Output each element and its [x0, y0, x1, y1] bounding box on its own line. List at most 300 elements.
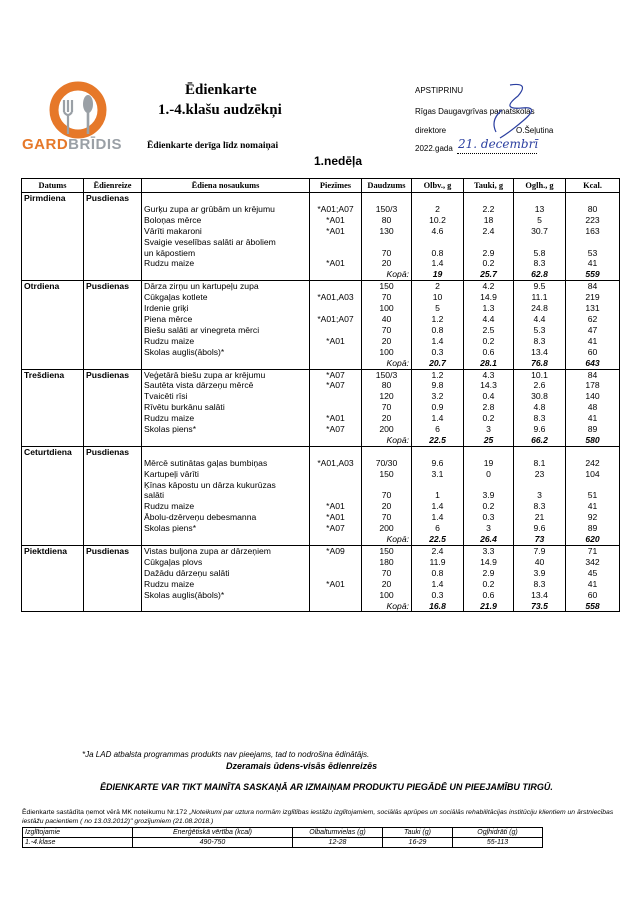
dish-carbs: 5.8	[514, 248, 566, 259]
dish-note	[310, 402, 362, 413]
table-row	[22, 523, 620, 534]
dish-fat: 18	[464, 215, 514, 226]
table-row	[22, 380, 620, 391]
brand-name: GARDBRĪDIS	[22, 136, 123, 153]
dish-quantity: 150	[362, 546, 412, 557]
header-dish: Ēdiena nosaukums	[142, 179, 310, 193]
dish-name: Skolas auglis(ābols)*	[142, 347, 310, 358]
total-protein: 16.8	[412, 601, 464, 612]
meal-cell	[84, 490, 142, 501]
dish-protein: 9.8	[412, 380, 464, 391]
header-kcal: Kcal.	[566, 179, 620, 193]
day-name: Piektdiena	[22, 546, 84, 557]
day-name: Trešdiena	[22, 369, 84, 380]
day-name: Otrdiena	[22, 281, 84, 292]
note-cell	[310, 269, 362, 280]
meal-name: Pusdienas	[84, 446, 142, 457]
dish-quantity: 20	[362, 501, 412, 512]
dish-quantity: 70/30	[362, 458, 412, 469]
dish-quantity: 100	[362, 590, 412, 601]
dish-fat: 0.2	[464, 413, 514, 424]
dish-protein: 0.8	[412, 568, 464, 579]
dish-carbs: 4.4	[514, 314, 566, 325]
approval-year: 2022.gada	[415, 144, 453, 153]
table-row	[22, 303, 620, 314]
dish-note	[310, 480, 362, 491]
dish-kcal: 53	[566, 248, 620, 259]
dish-cell	[142, 601, 310, 612]
dish-quantity: 120	[362, 391, 412, 402]
energy-header: Ogļhidrāti (g)	[453, 828, 543, 838]
drinking-water-note: Dzeramais ūdens-visās ēdienreizēs	[226, 761, 378, 771]
dish-protein: 11.9	[412, 557, 464, 568]
dish-name: un kāpostiem	[142, 248, 310, 259]
dish-carbs: 30.7	[514, 226, 566, 237]
dish-protein: 10.2	[412, 215, 464, 226]
header-carbs: Oglh., g	[514, 179, 566, 193]
total-carbs: 73	[514, 534, 566, 545]
day-cell	[22, 314, 84, 325]
dish-quantity: 150/3	[362, 204, 412, 215]
header-quantity: Daudzums	[362, 179, 412, 193]
dish-carbs: 4.8	[514, 402, 566, 413]
dish-name: Piena mērce	[142, 314, 310, 325]
dish-note: *A01	[310, 512, 362, 523]
dish-quantity: 80	[362, 215, 412, 226]
dish-quantity: 20	[362, 579, 412, 590]
meal-cell	[84, 424, 142, 435]
energy-value: 55-113	[453, 838, 543, 848]
total-kcal: 559	[566, 269, 620, 280]
dish-quantity: 200	[362, 424, 412, 435]
meal-cell	[84, 501, 142, 512]
table-row	[22, 237, 620, 248]
dish-note	[310, 237, 362, 248]
total-row	[22, 269, 620, 280]
total-carbs: 66.2	[514, 435, 566, 446]
dish-quantity: 20	[362, 413, 412, 424]
dish-fat: 3.3	[464, 546, 514, 557]
header-fat: Tauki, g	[464, 179, 514, 193]
meal-cell	[84, 237, 142, 248]
dish-protein: 0.8	[412, 325, 464, 336]
total-protein: 19	[412, 269, 464, 280]
note-cell	[310, 534, 362, 545]
dish-fat: 3	[464, 424, 514, 435]
dish-quantity: 70	[362, 490, 412, 501]
total-label: Kopā:	[362, 358, 412, 369]
table-row	[22, 226, 620, 237]
total-fat: 26.4	[464, 534, 514, 545]
total-label: Kopā:	[362, 601, 412, 612]
dish-carbs: 21	[514, 512, 566, 523]
dish-protein: 1.4	[412, 579, 464, 590]
day-cell	[22, 237, 84, 248]
dish-protein: 6	[412, 523, 464, 534]
dish-fat: 0.2	[464, 258, 514, 269]
dish-kcal: 342	[566, 557, 620, 568]
dish-fat: 2.4	[464, 226, 514, 237]
total-fat: 25	[464, 435, 514, 446]
table-row	[22, 579, 620, 590]
dish-fat: 2.2	[464, 204, 514, 215]
dish-kcal: 89	[566, 523, 620, 534]
dish-kcal	[566, 193, 620, 204]
dish-fat: 14.3	[464, 380, 514, 391]
dish-kcal: 163	[566, 226, 620, 237]
dish-kcal: 104	[566, 469, 620, 480]
approval-school: Rīgas Daugavgrīvas pamatskolas	[415, 107, 535, 116]
dish-name: Veģetārā biešu zupa ar krējumu	[142, 369, 310, 380]
dish-carbs: 13	[514, 204, 566, 215]
dish-note: *A09	[310, 546, 362, 557]
table-row	[22, 292, 620, 303]
table-row	[22, 215, 620, 226]
document-subtitle: 1.-4.klašu audzēkņi	[158, 102, 282, 118]
dish-carbs: 5.3	[514, 325, 566, 336]
approval-role: direktore	[415, 126, 447, 135]
dish-note: *A01,A03	[310, 292, 362, 303]
table-row	[22, 325, 620, 336]
meal-cell	[84, 314, 142, 325]
dish-kcal: 71	[566, 546, 620, 557]
day-cell	[22, 226, 84, 237]
day-cell	[22, 435, 84, 446]
dish-name: Ābolu-dzērveņu debesmanna	[142, 512, 310, 523]
dish-fat: 3.9	[464, 490, 514, 501]
dish-note: *A01	[310, 258, 362, 269]
dish-name: Skolas piens*	[142, 523, 310, 534]
energy-value: 1.-4.klase	[23, 838, 133, 848]
dish-note: *A07	[310, 380, 362, 391]
dish-name: Skolas piens*	[142, 424, 310, 435]
energy-header: Tauki (g)	[383, 828, 453, 838]
dish-quantity: 70	[362, 568, 412, 579]
table-row	[22, 568, 620, 579]
dish-protein: 1.4	[412, 413, 464, 424]
day-cell	[22, 590, 84, 601]
meal-name: Pusdienas	[84, 193, 142, 204]
dish-kcal: 41	[566, 413, 620, 424]
total-label: Kopā:	[362, 269, 412, 280]
table-row	[22, 336, 620, 347]
meal-cell	[84, 248, 142, 259]
week-label: 1.nedēļa	[314, 154, 363, 168]
dish-name: Skolas auglis(ābols)*	[142, 590, 310, 601]
dish-carbs: 9.6	[514, 424, 566, 435]
day-cell	[22, 325, 84, 336]
dish-name: Rudzu maize	[142, 579, 310, 590]
header-notes: Piezīmes	[310, 179, 362, 193]
note-cell	[310, 358, 362, 369]
dish-carbs	[514, 237, 566, 248]
dish-note	[310, 281, 362, 292]
dish-fat: 2.9	[464, 568, 514, 579]
dish-kcal: 60	[566, 347, 620, 358]
energy-header-row	[23, 828, 543, 838]
dish-fat	[464, 446, 514, 457]
table-row	[22, 424, 620, 435]
dish-kcal: 84	[566, 369, 620, 380]
total-fat: 21.9	[464, 601, 514, 612]
dish-kcal	[566, 237, 620, 248]
dish-kcal: 41	[566, 579, 620, 590]
table-row	[22, 469, 620, 480]
dish-kcal	[566, 446, 620, 457]
meal-cell	[84, 325, 142, 336]
meal-cell	[84, 523, 142, 534]
day-cell	[22, 501, 84, 512]
dish-protein: 0.3	[412, 590, 464, 601]
dish-carbs: 8.3	[514, 413, 566, 424]
meal-cell	[84, 480, 142, 491]
dish-quantity: 130	[362, 226, 412, 237]
note-cell	[310, 435, 362, 446]
meal-cell	[84, 303, 142, 314]
dish-kcal: 41	[566, 336, 620, 347]
dish-note: *A01	[310, 413, 362, 424]
dish-fat: 2.9	[464, 248, 514, 259]
dish-name: Rudzu maize	[142, 413, 310, 424]
meal-cell	[84, 601, 142, 612]
dish-protein: 2	[412, 204, 464, 215]
table-row	[22, 557, 620, 568]
day-cell	[22, 458, 84, 469]
dish-quantity: 80	[362, 380, 412, 391]
dish-note	[310, 347, 362, 358]
day-cell	[22, 248, 84, 259]
dish-carbs: 9.5	[514, 281, 566, 292]
day-cell	[22, 413, 84, 424]
dish-quantity: 40	[362, 314, 412, 325]
day-cell	[22, 480, 84, 491]
total-kcal: 620	[566, 534, 620, 545]
total-kcal: 580	[566, 435, 620, 446]
dish-kcal: 84	[566, 281, 620, 292]
dish-note	[310, 325, 362, 336]
meal-cell	[84, 579, 142, 590]
meal-cell	[84, 226, 142, 237]
dish-quantity: 70	[362, 325, 412, 336]
approval-date-handwritten: 21. decembrī	[458, 137, 539, 151]
dish-carbs: 40	[514, 557, 566, 568]
dish-carbs	[514, 446, 566, 457]
day-cell	[22, 303, 84, 314]
dish-fat: 4.3	[464, 369, 514, 380]
dish-protein	[412, 446, 464, 457]
dish-note: *A07	[310, 369, 362, 380]
day-cell	[22, 523, 84, 534]
day-cell	[22, 469, 84, 480]
dish-protein: 1.4	[412, 258, 464, 269]
dish-name: Rudzu maize	[142, 258, 310, 269]
energy-header: Olbaltumvielas (g)	[293, 828, 383, 838]
dish-fat	[464, 237, 514, 248]
dish-protein: 2.4	[412, 546, 464, 557]
dish-fat: 19	[464, 458, 514, 469]
regulation-note: Ēdienkarte sastādīta ņemot vērā MK noteikumu Nr.172 „Noteikumi par uztura normām izglītības iestāžu izglītojamiem, sociālās aprūpes un sociālās rehabilitācijas institūciju klientiem un ārstniecības iestāžu pacientiem ( no 13.03.2012)" grozījumiem (21.08.2018.)	[22, 809, 614, 825]
dish-carbs: 8.3	[514, 258, 566, 269]
energy-value: 16-29	[383, 838, 453, 848]
dish-name: Tvaicēti rīsi	[142, 391, 310, 402]
dish-name: Rudzu maize	[142, 336, 310, 347]
meal-cell	[84, 292, 142, 303]
total-fat: 25.7	[464, 269, 514, 280]
total-label: Kopā:	[362, 435, 412, 446]
dish-kcal: 47	[566, 325, 620, 336]
total-row	[22, 601, 620, 612]
meal-cell	[84, 402, 142, 413]
table-row	[22, 369, 620, 380]
dish-fat: 2.8	[464, 402, 514, 413]
day-cell	[22, 601, 84, 612]
dish-note	[310, 303, 362, 314]
total-row	[22, 358, 620, 369]
table-row	[22, 402, 620, 413]
header-protein: Olbv., g	[412, 179, 464, 193]
dish-protein: 1.4	[412, 501, 464, 512]
dish-quantity: 100	[362, 303, 412, 314]
dish-note	[310, 469, 362, 480]
day-cell	[22, 568, 84, 579]
total-kcal: 558	[566, 601, 620, 612]
day-cell	[22, 269, 84, 280]
dish-note: *A01;A07	[310, 314, 362, 325]
dish-name: Svaigie veselības salāti ar āboliem	[142, 237, 310, 248]
dish-name: salāti	[142, 490, 310, 501]
dish-fat: 1.3	[464, 303, 514, 314]
dish-fat: 0.4	[464, 391, 514, 402]
dish-quantity	[362, 446, 412, 457]
dish-carbs: 11.1	[514, 292, 566, 303]
meal-cell	[84, 557, 142, 568]
dish-carbs: 9.6	[514, 523, 566, 534]
dish-protein: 6	[412, 424, 464, 435]
dish-fat: 0	[464, 469, 514, 480]
dish-carbs	[514, 193, 566, 204]
energy-header: Izglītojamie	[23, 828, 133, 838]
day-cell	[22, 204, 84, 215]
dish-fat: 0.2	[464, 336, 514, 347]
dish-name: Dārza zirņu un kartupeļu zupa	[142, 281, 310, 292]
dish-carbs: 30.8	[514, 391, 566, 402]
dish-note: *A01	[310, 579, 362, 590]
table-header-row	[22, 179, 620, 193]
meal-cell	[84, 534, 142, 545]
dish-carbs: 2.6	[514, 380, 566, 391]
day-cell	[22, 258, 84, 269]
dish-kcal: 131	[566, 303, 620, 314]
dish-protein: 0.8	[412, 248, 464, 259]
total-protein: 20.7	[412, 358, 464, 369]
dish-kcal: 242	[566, 458, 620, 469]
dish-fat: 4.2	[464, 281, 514, 292]
day-cell	[22, 579, 84, 590]
dish-fat: 0.2	[464, 579, 514, 590]
dish-fat: 0.6	[464, 590, 514, 601]
dish-name: Cūkgaļas kotlete	[142, 292, 310, 303]
meal-cell	[84, 269, 142, 280]
day-name: Pirmdiena	[22, 193, 84, 204]
total-kcal: 643	[566, 358, 620, 369]
day-cell	[22, 347, 84, 358]
dish-protein: 5	[412, 303, 464, 314]
dish-note	[310, 590, 362, 601]
dish-note: *A01	[310, 336, 362, 347]
meal-cell	[84, 391, 142, 402]
dish-kcal: 45	[566, 568, 620, 579]
meal-cell	[84, 458, 142, 469]
table-row	[22, 501, 620, 512]
dish-fat: 0.2	[464, 501, 514, 512]
dish-kcal: 80	[566, 204, 620, 215]
day-cell	[22, 402, 84, 413]
approval-director-name: O.Šeļutina	[516, 126, 554, 135]
total-protein: 22.5	[412, 435, 464, 446]
dish-protein: 3.2	[412, 391, 464, 402]
meal-cell	[84, 568, 142, 579]
table-row	[22, 512, 620, 523]
dish-kcal: 92	[566, 512, 620, 523]
dish-carbs: 3.9	[514, 568, 566, 579]
energy-value: 490-750	[133, 838, 293, 848]
dish-kcal: 223	[566, 215, 620, 226]
dish-cell	[142, 358, 310, 369]
dish-note	[310, 446, 362, 457]
dish-protein: 1	[412, 490, 464, 501]
energy-value-row	[23, 838, 543, 848]
energy-value: 12-28	[293, 838, 383, 848]
dish-protein	[412, 237, 464, 248]
approval-title: APSTIPRINU	[415, 86, 464, 95]
dish-kcal: 178	[566, 380, 620, 391]
dish-note: *A01	[310, 501, 362, 512]
dish-quantity: 70	[362, 512, 412, 523]
day-cell	[22, 215, 84, 226]
dish-carbs: 7.9	[514, 546, 566, 557]
dish-quantity: 70	[362, 248, 412, 259]
dish-note	[310, 391, 362, 402]
dish-kcal: 89	[566, 424, 620, 435]
meal-cell	[84, 204, 142, 215]
meal-cell	[84, 380, 142, 391]
dish-kcal: 51	[566, 490, 620, 501]
day-cell	[22, 557, 84, 568]
dish-carbs: 5	[514, 215, 566, 226]
dish-quantity: 150	[362, 469, 412, 480]
dish-kcal: 48	[566, 402, 620, 413]
meal-cell	[84, 590, 142, 601]
dish-name: Ķīnas kāpostu un dārza kukurūzas	[142, 480, 310, 491]
meal-cell	[84, 413, 142, 424]
total-carbs: 76.8	[514, 358, 566, 369]
dish-name	[142, 193, 310, 204]
table-row	[22, 204, 620, 215]
dish-carbs	[514, 480, 566, 491]
dish-quantity: 100	[362, 347, 412, 358]
dish-note: *A01;A07	[310, 204, 362, 215]
dish-carbs: 13.4	[514, 590, 566, 601]
dish-cell	[142, 534, 310, 545]
table-row	[22, 193, 620, 204]
dish-kcal: 41	[566, 258, 620, 269]
dish-protein	[412, 480, 464, 491]
dish-protein: 10	[412, 292, 464, 303]
dish-note: *A01,A03	[310, 458, 362, 469]
dish-kcal: 60	[566, 590, 620, 601]
table-row	[22, 446, 620, 457]
dish-fat: 0.3	[464, 512, 514, 523]
